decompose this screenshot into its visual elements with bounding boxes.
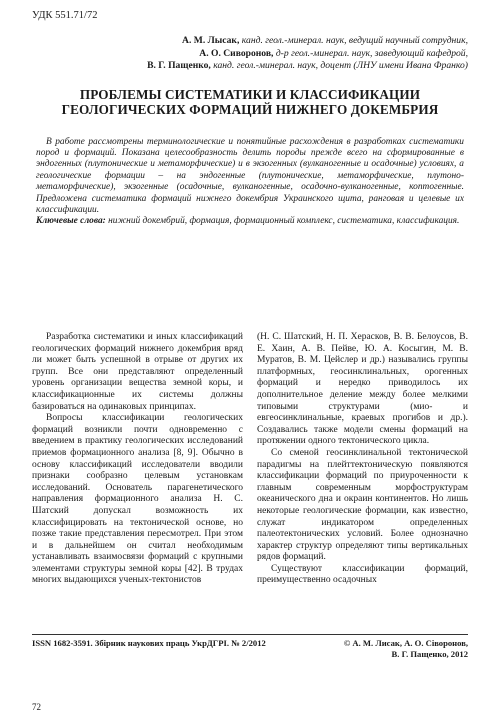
author-line (32, 48, 468, 61)
article-title (32, 87, 468, 117)
title-line-1: ПРОБЛЕМЫ СИСТЕМАТИКИ И КЛАССИФИКАЦИИ (79, 86, 421, 102)
body-columns (32, 332, 468, 587)
keywords-text: нижний докембрий, формация, формационный комплекс, систематика, классификация. (105, 216, 460, 227)
keywords-label: Ключевые слова: (36, 216, 106, 227)
author-name: В. Г. Пащенко, (147, 60, 211, 71)
paragraph: (Н. С. Шатский, Н. П. Херасков, В. В. Белоусов, В. Е. Хаин, А. В. Пейве, Ю. А. Косыгин, М. В. Муратов, В. М. Цейслер и др.) назывались группы платформных, геосинклинальных, орогенных формаций и нередко приводилось их дополнительное деление между более мелкими типовыми структурами (мио- и евгеосинклинальные, краевых прогибов и др.). Создавались также модели смены формаций на протяжении одного тектонического цикла. (257, 332, 468, 447)
author-line (32, 60, 468, 73)
abstract (32, 137, 468, 217)
author-name: А. О. Сиворонов, (199, 47, 274, 59)
author-role: канд. геол.-минерал. наук, доцент (ЛНУ имени Ивана Франко) (213, 60, 468, 71)
footer-copyright (344, 638, 468, 660)
author-line (32, 35, 468, 48)
title-line-2: ГЕОЛОГИЧЕСКИХ ФОРМАЦИЙ НИЖНЕГО ДОКЕМБРИЯ (61, 101, 439, 117)
page-footer (32, 634, 468, 659)
abstract-text: В работе рассмотрены терминологические и понятийные расхождения в разработках систематики пород и формаций. Показана целесообразность делить породы прежде всего на сформированные в эндогенных (плутонические и метаморфические) и в экзогенных (вулканогенные и осадочные) условиях, а геологические формации – на эндогенные (плутонические, метаморфические, плутоно-метаморфические), экзогенные (осадочные, вулканогенные, осадочно-вулканогенные, коптогенные. Предложена систематика формаций нижнего докембрия Украинского щита, ранговая и целевые их классификации. (36, 136, 464, 215)
page-number: 72 (32, 702, 41, 712)
paragraph: Со сменой геосинклинальной тектонической парадигмы на плейттектоническую появляются классификации формаций по приуроченности к главным современным морфоструктурам океанического дна и окраин континентов. Но лишь некоторые геологические формации, как известно, служат индикатором определенных палеотектонических условий. Более однозначно характер структур определяют типы вертикальных рядов формаций. (257, 447, 468, 563)
footer-copyright-line-2: В. Г. Пащенко, 2012 (391, 649, 468, 659)
paragraph: Разработка систематики и иных классификаций геологических формаций нижнего докембрия вряд ли может быть успешной в отрыве от других их групп. Все они представляют определенный уровень организации вещества земной коры, и классификационные их системы должны базироваться на одинаковых принципах. (32, 332, 243, 412)
footer-copyright-line-1: © А. М. Лисак, А. О. Сіворонов, (343, 638, 468, 648)
paragraph: Существуют классификации формаций, преимущественно осадочных (257, 563, 468, 586)
udk-code: УДК 551.71/72 (32, 10, 98, 21)
article-page (32, 10, 468, 586)
author-role: канд. геол.-минерал. наук, ведущий научный сотрудник, (241, 35, 468, 46)
keywords (32, 216, 468, 227)
right-column (257, 332, 468, 587)
author-name: А. М. Лысак, (182, 35, 240, 46)
authors-block (32, 35, 468, 73)
author-role: д-р геол.-минерал. наук, заведующий кафедрой, (275, 47, 468, 59)
footer-journal: ISSN 1682-3591. Збірник наукових праць УкрДГРІ. № 2/2012 (32, 638, 266, 648)
left-column (32, 332, 243, 587)
paragraph: Вопросы классификации геологических формаций возникли почти одновременно с введением в практику геологических исследований приемов формационного анализа [8, 9]. Обычно в основу классификаций исследователи вводили признаки сообразно целевым установкам исследований. Основатель парагенетического направления формационного анализа Н. С. Шатский допускал возможность их классифицировать на тектонической основе, но позже такие представления пересмотрел. При этом и в дальнейшем он считал необходимым устанавливать взаимосвязи формаций с крупными элементами структуры земной коры [42]. В трудах многих выдающихся ученых-тектонистов (32, 413, 243, 586)
